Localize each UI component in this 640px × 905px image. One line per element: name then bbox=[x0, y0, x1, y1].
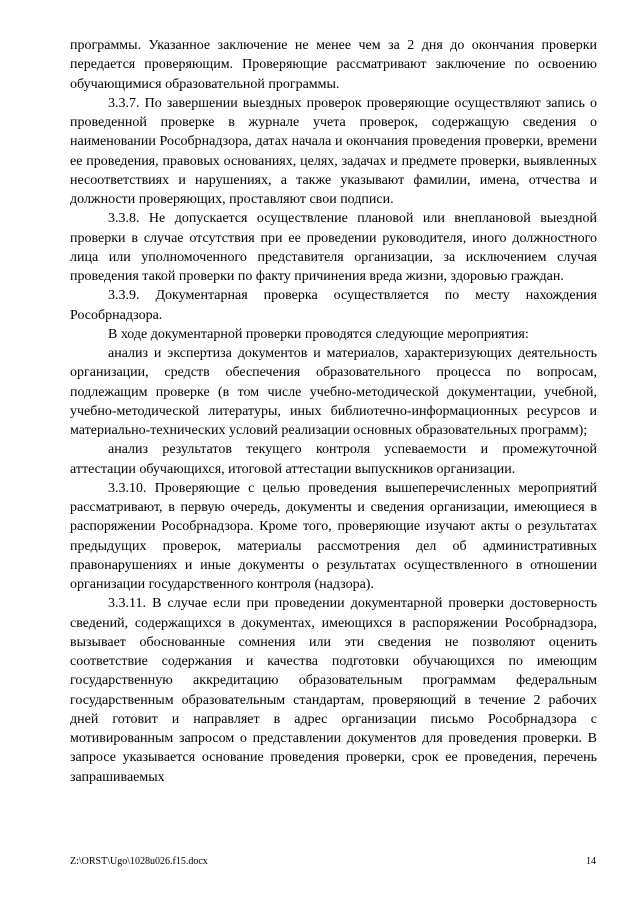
paragraph-3-3-7: 3.3.7. По завершении выездных проверок проверяющие осуществляют запись о проведенной проверке в журнале учета проверок, содержащую сведения о наименовании Рособрнадзора, датах начала и окончания проведения проверки, времени ее проведения, правовых основаниях, целях, задачах и предмете проверки, выявленных несоответствиях и нарушениях, а также указывают фамилии, имена, отчества и должности проверяющих, проставляют свои подписи. bbox=[70, 95, 597, 207]
paragraph-3-3-11: 3.3.11. В случае если при проведении документарной проверки достоверность сведений, содержащихся в документах, имеющихся в распоряжении Рособрнадзора, вызывает обоснованные сомнения или эти сведения не позволяют оценить соответствие содержания и качества подготовки обучающихся по имеющим государственную аккредитацию образовательным программам федеральным государственным образовательным стандартам, проверяющий в течение 2 рабочих дней готовит и направляет в адрес организации письмо Рособрнадзора с мотивированным запросом о представлении документов для проведения проверки. В запросе указывается основание проведения проверки, срок ее проведения, перечень запрашиваемых bbox=[70, 596, 597, 785]
paragraph-activities-intro: В ходе документарной проверки проводятся следующие мероприятия: bbox=[108, 326, 529, 342]
paragraph-continuation: программы. Указанное заключение не менее чем за 2 дня до окончания проверки передается проверяющим. Проверяющие рассматривают заключение по освоению обучающимися образовательной программы. bbox=[70, 38, 597, 92]
paragraph-activity-analysis: анализ и экспертиза документов и материалов, характеризующих деятельность организации, средств обеспечения образовательного процесса по вопросам, подлежащим проверке (в том числе учебно-методической документации, учебной, учебно-методической литературы, иных библиотечно-информационных ресурсов и материально-технических условий реализации основных образовательных программ); bbox=[70, 346, 597, 438]
document-body bbox=[70, 36, 597, 787]
paragraph-3-3-10: 3.3.10. Проверяющие с целью проведения вышеперечисленных мероприятий рассматривают, в первую очередь, документы и сведения организации, имеющиеся в распоряжении Рособрнадзора. Кроме того, проверяющие изучают акты о результатах предыдущих проверок, материалы рассмотрения дел об административных правонарушениях и иные документы о результатах осуществленного в отношении организации государственного контроля (надзора). bbox=[70, 480, 597, 592]
page-number: 14 bbox=[586, 856, 596, 867]
paragraph-activity-results: анализ результатов текущего контроля успеваемости и промежуточной аттестации обучающихся, итоговой аттестации выпускников организации. bbox=[70, 442, 597, 477]
paragraph-3-3-9: 3.3.9. Документарная проверка осуществляется по месту нахождения Рособрнадзора. bbox=[70, 288, 597, 323]
paragraph-3-3-8: 3.3.8. Не допускается осуществление плановой или внеплановой выездной проверки в случае отсутствия при ее проведении руководителя, иного должностного лица или уполномоченного представителя организации, за исключением случая проведения такой проверки по факту причинения вреда жизни, здоровью граждан. bbox=[70, 211, 597, 284]
file-path: Z:\ORST\Ugo\1028u026.f15.docx bbox=[70, 856, 208, 867]
